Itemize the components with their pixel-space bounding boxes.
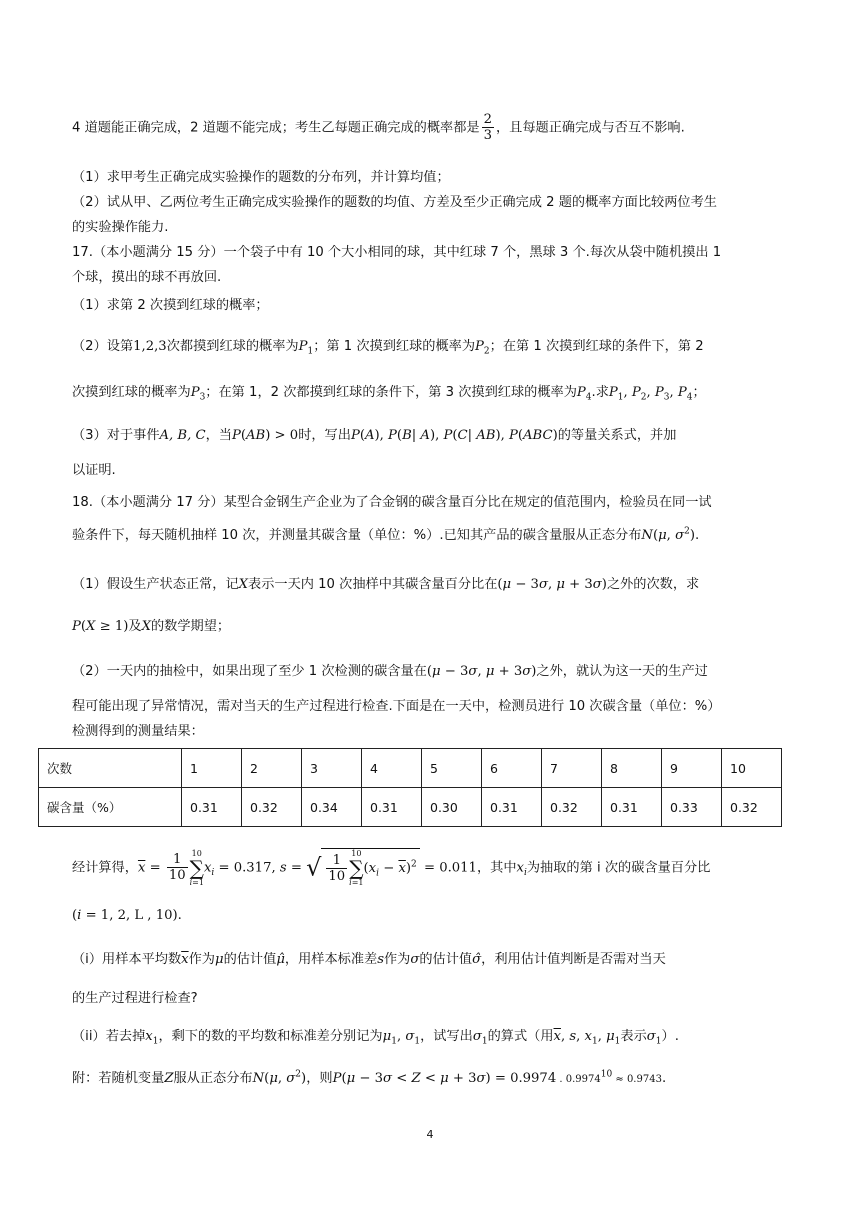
line-q18-sub-i: （i）用样本平均数$\overline{x}$作为μ的估计值μ̂，用样本标准差s作为σ的估计值σ̂，利用估计值判断是否需对当天 [72,952,666,967]
text: （i）用样本平均数 [72,952,182,967]
line-q18-part2-cont: 程可能出现了异常情况，需对当天的生产过程进行检查.下面是在一天中，检测员进行 10 次碳含量（单位：%） [72,699,721,714]
text: ；在第 1 次摸到红球的条件下，第 2 [489,339,704,354]
line-q17-part2-cont: 次摸到红球的概率为$P_3$；在第 1，2 次都摸到红球的条件下，第 3 次摸到红球的概率为$P_4$.求$P_1$, $P_2$, $P_3$, $P_4$； [72,385,706,403]
line-q17-part3-cont: 以证明. [72,463,116,478]
table-cell: 3 [302,749,362,788]
table-header-cell: 碳含量（%） [39,788,182,827]
text: ，且每题正确完成与否互不影响. [496,120,685,136]
text: ；第 1 次摸到红球的概率为 [313,339,476,354]
line-q18-header-cont: 验条件下，每天随机抽样 10 次，并测量其碳含量（单位：%）.已知其产品的碳含量服从正态分布N(μ, $\sigma^2$). [72,526,700,543]
table-cell: 6 [482,749,542,788]
text: 的估计值 [223,952,277,967]
line-q16-cont [72,112,802,143]
line-q18-header: 18.（本小题满分 17 分）某型合金钢生产企业为了合金钢的碳含量百分比在规定的值范围内，检验员在同一试 [72,495,712,510]
line-q17-part1: （1）求第 2 次摸到红球的概率； [72,298,269,313]
line-q16-part2-cont: 的实验操作能力. [72,220,169,235]
text: 的数学期望； [150,619,231,634]
text: 的算式（用 [487,1029,554,1044]
table-cell: 8 [602,749,662,788]
line-q16-part2: （2）试从甲、乙两位考生正确完成实验操作的题数的均值、方差及至少正确完成 2 题的概率方面比较两位考生 [72,195,717,210]
text: .求 [591,385,609,400]
text: 表示 [620,1029,647,1044]
text: ，剩下的数的平均数和标准差分别记为 [158,1029,383,1044]
text: 作为 [188,952,215,967]
line-q18-part2: （2）一天内的抽检中，如果出现了至少 1 次检测的碳含量在(μ − 3σ, μ + 3σ)之外，就认为这一天的生产过 [72,664,708,679]
text: ）. [661,1029,679,1044]
text: ，用样本标准差 [284,952,378,967]
table-cell: 10 [722,749,782,788]
table-cell: 0.32 [542,788,602,827]
table-cell: 5 [422,749,482,788]
text: 验条件下，每天随机抽样 10 次，并测量其碳含量（单位：%）.已知其产品的碳含量服从正态分布 [72,528,642,543]
line-q18-part2-cont2: 检测得到的测量结果： [72,724,204,739]
table-row [39,749,782,788]
line-q17-header: 17.（本小题满分 15 分）一个袋子中有 10 个大小相同的球，其中红球 7 个，黑球 3 个.每次从袋中随机摸出 1 [72,245,722,260]
line-q17-part3: （3）对于事件A, B, C，当P(AB) > 0时，写出P(A), P(B| A), P(C| AB), P(ABC)的等量关系式，并加 [72,428,677,443]
text: 的等量关系式，并加 [557,428,677,443]
table-cell: 1 [182,749,242,788]
table-cell: 9 [662,749,722,788]
text: ； [692,385,706,400]
line-calc-formula: 经计算得，$\overline{x}$ = $\frac{1}{10}$ 10 ∑ i=1 $x_i = 0.317$, s = √ $\frac{1}{10}$ 10 ∑ i=1 $(x_i - \overline{x})^2 = 0.011$，其中$x_i$为抽取的第 i 次的碳含量百分比 [72,848,711,887]
table-cell: 0.32 [722,788,782,827]
line-q18-part1: （1）假设生产状态正常，记X表示一天内 10 次抽样中其碳含量百分比在(μ − 3σ, μ + 3σ)之外的次数，求 [72,577,700,592]
table-cell: 0.31 [482,788,542,827]
text: 表示一天内 10 次抽样中其碳含量百分比在 [248,577,498,592]
text: ，则 [306,1071,333,1086]
text: ；在第 1，2 次都摸到红球的条件下，第 3 次摸到红球的概率为 [205,385,577,400]
text: 次摸到红球的概率为 [72,385,191,400]
text: （2）一天内的抽检中，如果出现了至少 1 次检测的碳含量在 [72,664,427,679]
line-q17-header-cont: 个球，摸出的球不再放回. [72,270,222,285]
line-appendix: 附：若随机变量Z服从正态分布N(μ, $\sigma^2$)，则P(μ − 3σ < Z < μ + 3σ) = 0.9974 . $0.9974^{10} \approx 0.9743$. [72,1069,667,1086]
fraction-denominator: 3 [483,128,492,143]
table-cell: 0.31 [602,788,662,827]
text: 作为 [383,952,411,967]
text: ，其中 [476,860,517,876]
table-cell: 0.33 [662,788,722,827]
fraction-two-thirds [482,112,494,143]
table-header-cell: 次数 [39,749,182,788]
text: 经计算得， [72,860,138,876]
table-cell: 0.32 [242,788,302,827]
page-number: 4 [426,1128,434,1141]
table-cell: 2 [242,749,302,788]
table-cell: 4 [362,749,422,788]
text: ，利用估计值判断是否需对当天 [481,952,666,967]
line-calc-index: (i = 1, 2, L , 10). [72,908,182,923]
text: ，当 [205,428,232,443]
text: （ii）若去掉 [72,1029,146,1044]
text: （3）对于事件 [72,428,160,443]
text: 之外，就认为这一天的生产过 [536,664,708,679]
line-q18-sub-i-cont: 的生产过程进行检查? [72,991,198,1006]
text: 服从正态分布 [173,1071,253,1086]
table-cell: 0.30 [422,788,482,827]
text: 4 道题能正确完成，2 道题不能完成；考生乙每题正确完成的概率都是 [72,120,480,136]
text: . [661,1071,667,1086]
table-cell: 7 [542,749,602,788]
table-cell: 0.34 [302,788,362,827]
table-cell: 0.31 [182,788,242,827]
text: 次都摸到红球的概率为 [166,339,299,354]
text: 为抽取的第 i 次的碳含量百分比 [526,860,711,876]
measurement-table [38,748,782,827]
text: （2）设第 [72,339,134,354]
line-q18-part1-cont: P(X ≥ 1)及X的数学期望； [72,619,231,634]
text: 之外的次数，求 [606,577,700,592]
text: 的估计值 [419,952,473,967]
table-cell: 0.31 [362,788,422,827]
line-q17-part2: （2）设第1,2,3次都摸到红球的概率为$P_1$；第 1 次摸到红球的概率为$P_2$；在第 1 次摸到红球的条件下，第 2 [72,339,704,357]
text: 时，写出 [298,428,351,443]
line-q18-sub-ii: （ii）若去掉$x_1$，剩下的数的平均数和标准差分别记为$\mu_1$, $\sigma_1$，试写出$\sigma_1$的算式（用$\overline{x}$, s, $x_1$, $\mu_1$表示$\sigma_1$）. [72,1029,679,1047]
table-row [39,788,782,827]
fraction-numerator: 2 [483,112,492,127]
text: （1）假设生产状态正常，记 [72,577,239,592]
line-q16-part1: （1）求甲考生正确完成实验操作的题数的分布列，并计算均值； [72,170,450,185]
text: ，试写出 [420,1029,473,1044]
text: 附：若随机变量 [72,1071,165,1086]
text: 及 [128,619,142,634]
